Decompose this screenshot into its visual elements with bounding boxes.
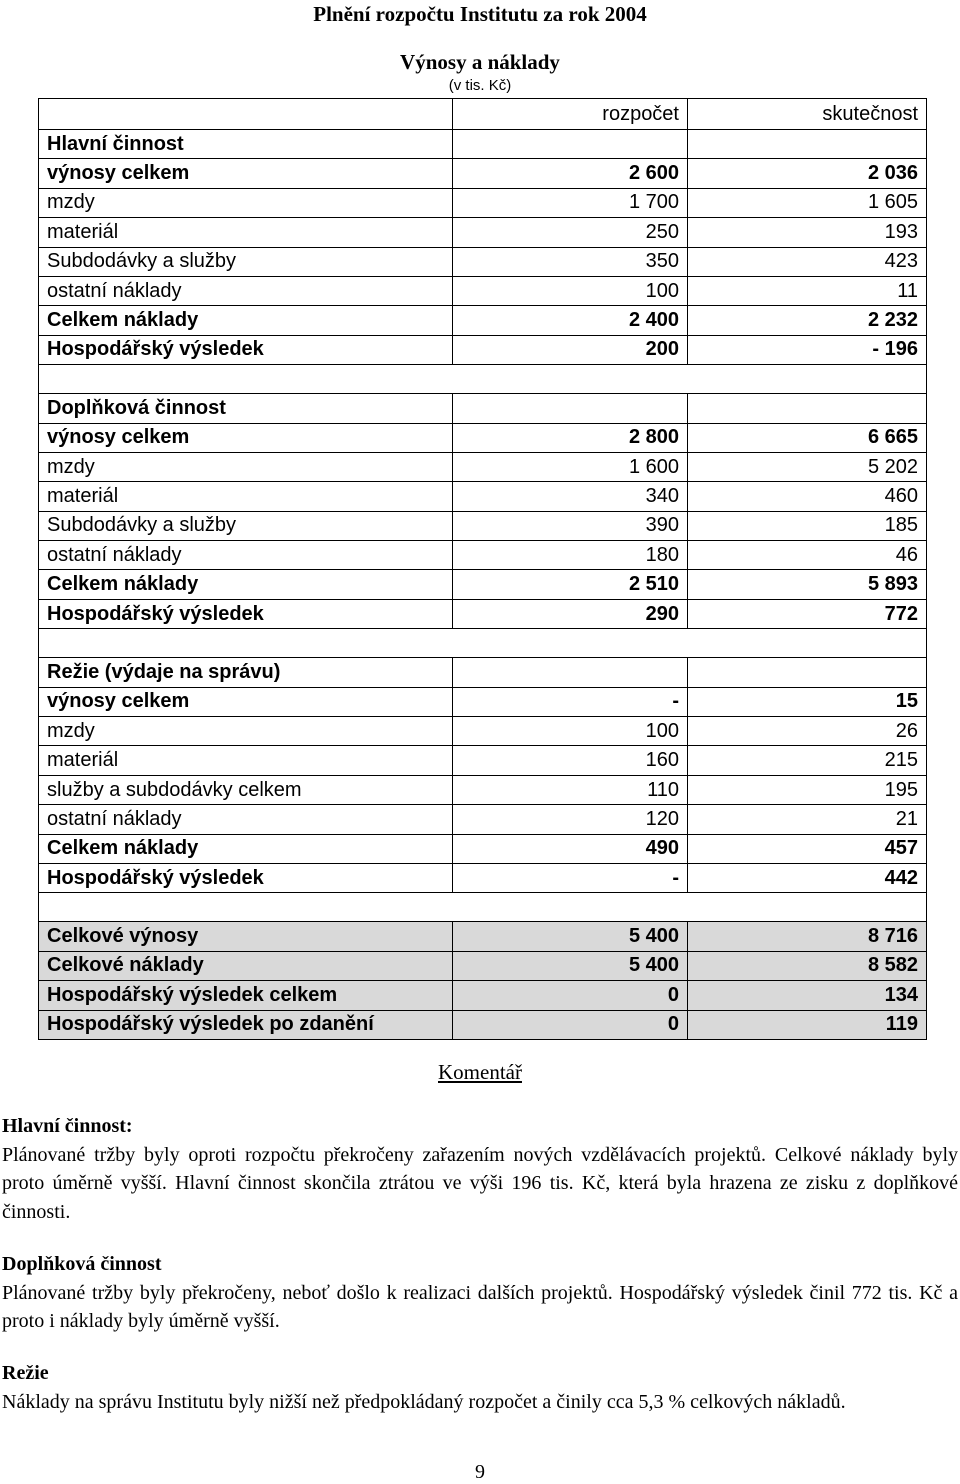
table-row <box>39 746 927 775</box>
budget-value: 2 510 <box>453 570 688 599</box>
empty-cell <box>688 394 927 423</box>
table-row <box>39 306 927 335</box>
table-row <box>39 511 927 540</box>
summary-row <box>39 922 927 951</box>
empty-cell <box>688 658 927 687</box>
comment-main-section <box>2 1112 958 1226</box>
budget-value: 250 <box>453 218 688 247</box>
budget-value: 0 <box>453 1010 688 1039</box>
actual-value: 442 <box>688 863 927 892</box>
table-row <box>39 834 927 863</box>
table-row <box>39 335 927 364</box>
comment-main-text: Plánované tržby byly oproti rozpočtu překročeny zařazením nových vzdělávacích projektů. Celkové náklady byly proto úměrně vyšší. Hlavní činnost skončila ztrátou ve výši 196 tis. Kč, která byla hrazena ze zisku z doplňkové činnosti. <box>2 1143 958 1223</box>
budget-value: 2 400 <box>453 306 688 335</box>
budget-table <box>38 98 927 1040</box>
budget-value: 2 600 <box>453 159 688 188</box>
budget-value: 200 <box>453 335 688 364</box>
summary-row <box>39 1010 927 1039</box>
row-label: Subdodávky a služby <box>39 247 453 276</box>
row-label: Celkem náklady <box>39 306 453 335</box>
row-label: materiál <box>39 746 453 775</box>
spacer-cell <box>39 629 927 658</box>
actual-value: 11 <box>688 276 927 305</box>
comment-supplementary-text: Plánované tržby byly překročeny, neboť došlo k realizaci dalších projektů. Hospodářský výsledek činil 772 tis. Kč a proto i náklady byly úměrně vyšší. <box>2 1281 958 1332</box>
comment-supplementary-heading: Doplňková činnost <box>2 1253 162 1275</box>
budget-value: 1 700 <box>453 188 688 217</box>
row-label: výnosy celkem <box>39 159 453 188</box>
spacer-row <box>39 365 927 394</box>
row-label: Celkem náklady <box>39 834 453 863</box>
budget-value: - <box>453 863 688 892</box>
row-label: výnosy celkem <box>39 687 453 716</box>
actual-value: 772 <box>688 599 927 628</box>
section-heading-row <box>39 394 927 423</box>
table-row <box>39 276 927 305</box>
budget-value: 390 <box>453 511 688 540</box>
table-row <box>39 687 927 716</box>
actual-value: 134 <box>688 981 927 1010</box>
budget-value: 100 <box>453 717 688 746</box>
row-label: materiál <box>39 482 453 511</box>
section-heading-overhead: Režie (výdaje na správu) <box>39 658 453 687</box>
budget-value: 1 600 <box>453 452 688 481</box>
table-row <box>39 863 927 892</box>
spacer-cell <box>39 365 927 394</box>
spacer-cell <box>39 893 927 922</box>
row-label: ostatní náklady <box>39 276 453 305</box>
actual-value: 193 <box>688 218 927 247</box>
budget-value: 110 <box>453 775 688 804</box>
table-row <box>39 452 927 481</box>
actual-value: 5 202 <box>688 452 927 481</box>
actual-value: 457 <box>688 834 927 863</box>
page-title: Plnění rozpočtu Institutu za rok 2004 <box>313 2 647 26</box>
row-label: Hospodářský výsledek <box>39 863 453 892</box>
column-header-actual: skutečnost <box>688 99 927 130</box>
row-label: Hospodářský výsledek <box>39 599 453 628</box>
actual-value: 21 <box>688 805 927 834</box>
row-label: ostatní náklady <box>39 541 453 570</box>
budget-value: 490 <box>453 834 688 863</box>
actual-value: 46 <box>688 541 927 570</box>
actual-value: 195 <box>688 775 927 804</box>
budget-value: 350 <box>453 247 688 276</box>
page-number: 9 <box>475 1461 485 1483</box>
budget-value: 5 400 <box>453 922 688 951</box>
row-label: mzdy <box>39 452 453 481</box>
table-row <box>39 482 927 511</box>
budget-value: 0 <box>453 981 688 1010</box>
summary-row <box>39 951 927 980</box>
row-label: výnosy celkem <box>39 423 453 452</box>
budget-value: 2 800 <box>453 423 688 452</box>
actual-value: 185 <box>688 511 927 540</box>
comment-supplementary-section <box>2 1250 958 1336</box>
budget-value: 340 <box>453 482 688 511</box>
actual-value: 5 893 <box>688 570 927 599</box>
table-row <box>39 775 927 804</box>
header-empty-cell <box>39 99 453 130</box>
row-label: ostatní náklady <box>39 805 453 834</box>
empty-cell <box>453 130 688 159</box>
row-label: Celkem náklady <box>39 570 453 599</box>
table-row <box>39 599 927 628</box>
comment-overhead-text: Náklady na správu Institutu byly nižší než předpokládaný rozpočet a činily cca 5,3 % celkových nákladů. <box>2 1390 846 1413</box>
table-row <box>39 188 927 217</box>
table-row <box>39 717 927 746</box>
comment-overhead-heading: Režie <box>2 1362 49 1384</box>
actual-value: 26 <box>688 717 927 746</box>
table-row <box>39 570 927 599</box>
row-label: Hospodářský výsledek po zdanění <box>39 1010 453 1039</box>
table-row <box>39 805 927 834</box>
actual-value: 460 <box>688 482 927 511</box>
budget-value: 120 <box>453 805 688 834</box>
column-header-budget: rozpočet <box>453 99 688 130</box>
comment-title: Komentář <box>438 1060 522 1084</box>
section-heading-supplementary: Doplňková činnost <box>39 394 453 423</box>
budget-value: - <box>453 687 688 716</box>
actual-value: 8 716 <box>688 922 927 951</box>
actual-value: 2 232 <box>688 306 927 335</box>
table-header-row <box>39 99 927 130</box>
actual-value: 8 582 <box>688 951 927 980</box>
row-label: Hospodářský výsledek <box>39 335 453 364</box>
table-row <box>39 247 927 276</box>
row-label: Hospodářský výsledek celkem <box>39 981 453 1010</box>
empty-cell <box>453 394 688 423</box>
row-label: mzdy <box>39 717 453 746</box>
actual-value: 1 605 <box>688 188 927 217</box>
row-label: Subdodávky a služby <box>39 511 453 540</box>
row-label: mzdy <box>39 188 453 217</box>
actual-value: 423 <box>688 247 927 276</box>
row-label: Celkové náklady <box>39 951 453 980</box>
table-row <box>39 541 927 570</box>
spacer-row <box>39 893 927 922</box>
summary-row <box>39 981 927 1010</box>
table-row <box>39 159 927 188</box>
comment-overhead-section <box>2 1359 958 1416</box>
budget-value: 290 <box>453 599 688 628</box>
actual-value: 15 <box>688 687 927 716</box>
actual-value: 215 <box>688 746 927 775</box>
table-row <box>39 423 927 452</box>
actual-value: 6 665 <box>688 423 927 452</box>
unit-note: (v tis. Kč) <box>448 77 512 94</box>
row-label: Celkové výnosy <box>39 922 453 951</box>
empty-cell <box>688 130 927 159</box>
comment-main-heading: Hlavní činnost: <box>2 1115 133 1137</box>
budget-value: 5 400 <box>453 951 688 980</box>
section-heading-main: Hlavní činnost <box>39 130 453 159</box>
actual-value: 2 036 <box>688 159 927 188</box>
empty-cell <box>453 658 688 687</box>
row-label: materiál <box>39 218 453 247</box>
actual-value: 119 <box>688 1010 927 1039</box>
section-subtitle: Výnosy a náklady <box>400 50 560 74</box>
section-heading-row <box>39 658 927 687</box>
section-heading-row <box>39 130 927 159</box>
budget-value: 100 <box>453 276 688 305</box>
budget-value: 160 <box>453 746 688 775</box>
table-row <box>39 218 927 247</box>
actual-value: - 196 <box>688 335 927 364</box>
budget-value: 180 <box>453 541 688 570</box>
row-label: služby a subdodávky celkem <box>39 775 453 804</box>
spacer-row <box>39 629 927 658</box>
